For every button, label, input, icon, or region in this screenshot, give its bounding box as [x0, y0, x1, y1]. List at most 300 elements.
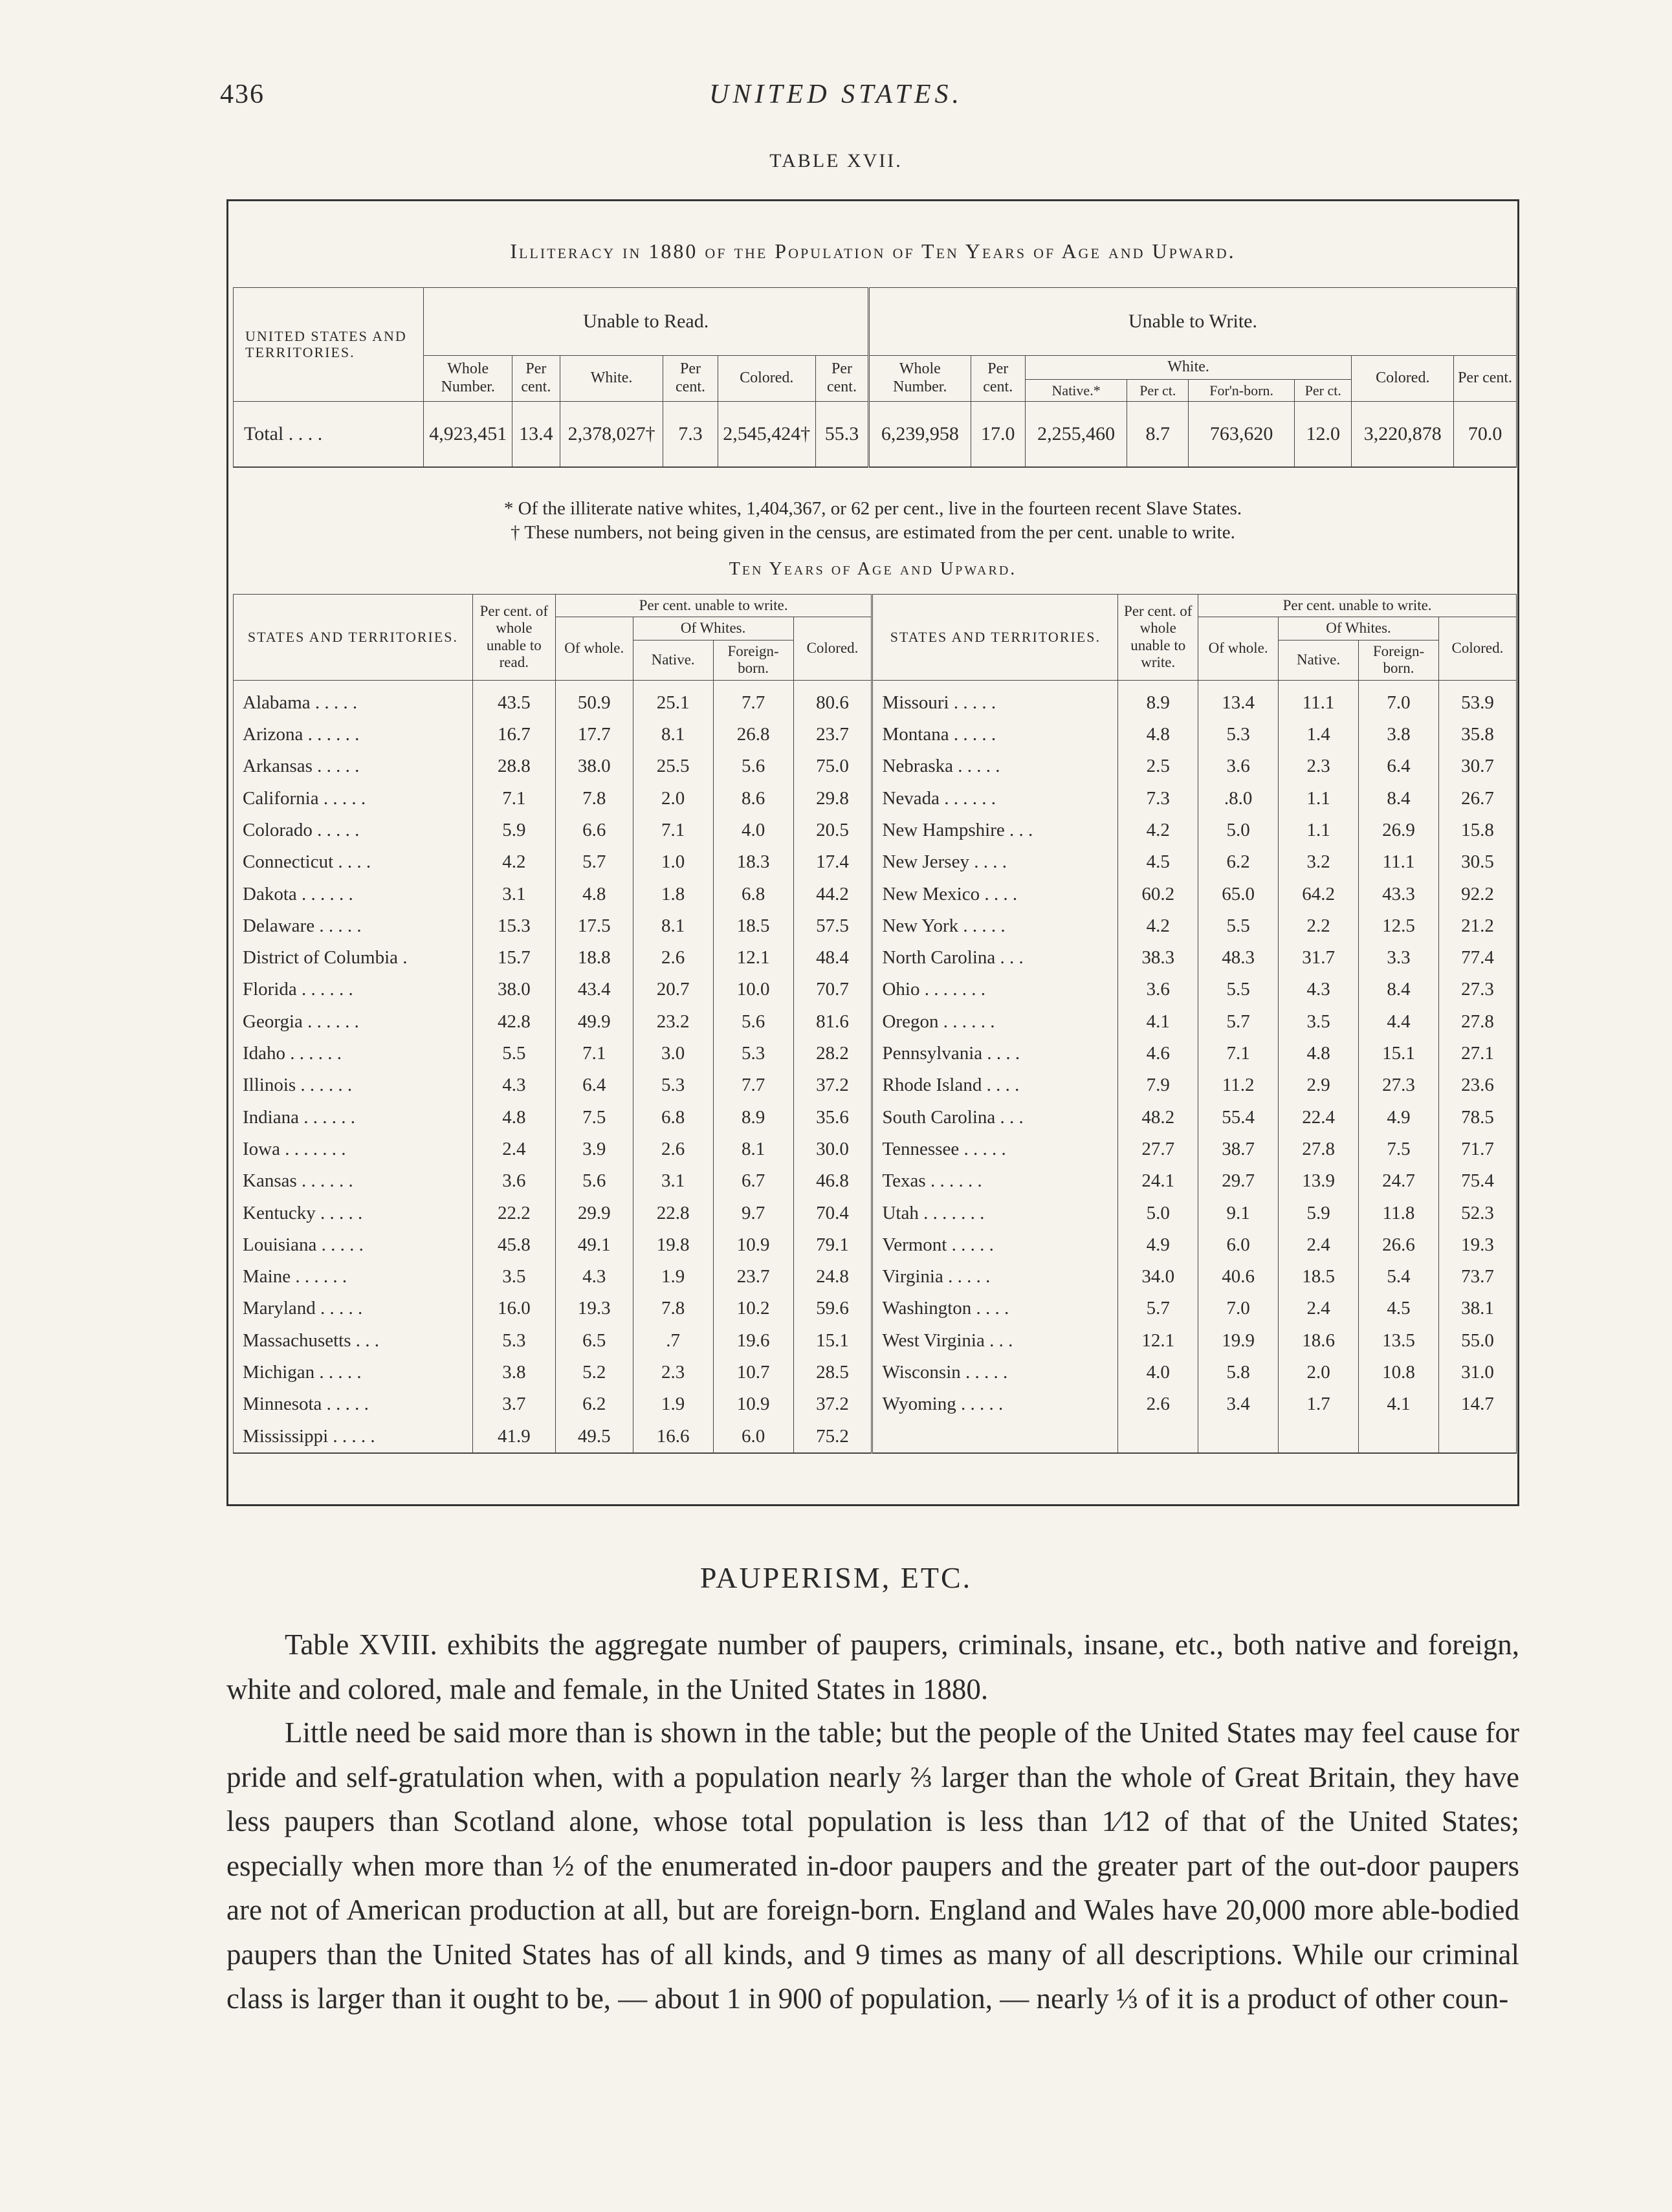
table-cell: 75.0 [793, 750, 872, 782]
table-cell: 30.0 [793, 1133, 872, 1165]
table-cell: 3.0 [633, 1038, 713, 1069]
table-cell: 2.4 [1279, 1293, 1359, 1324]
table-cell: 43.5 [472, 680, 555, 719]
table-cell: 7.1 [472, 783, 555, 815]
table-cell: 2.6 [1118, 1388, 1198, 1420]
table-cell: 5.5 [1198, 974, 1279, 1005]
table-cell: 81.6 [793, 1006, 872, 1038]
table-cell: 3.1 [633, 1165, 713, 1197]
table-cell: 2.6 [633, 942, 713, 974]
table-cell: 12.1 [713, 942, 793, 974]
paragraph: Little need be said more than is shown in the table; but the people of the United States may feel cause for pride and self-gratulation when, with a population nearly ⅔ larger than the whole of Great Britain, they have less paupers than Scotland alone, whose total population is less than 1⁄12 of that of the United States; especially when more than ½ of the enumerated in-door paupers and the greater part of the out-door paupers are not of American production at all, but are foreign-born. England and Wales have 20,000 more able-bodied paupers than the United States has of all kinds, and 9 times as many of all descriptions. While our criminal class is larger than it ought to be, — about 1 in 900 of population, — nearly ⅓ of it is a product of other coun- [226, 1716, 1519, 2015]
table-cell: 5.9 [472, 815, 555, 846]
table-cell: 78.5 [1438, 1102, 1516, 1133]
table-cell: 29.9 [555, 1198, 633, 1229]
table-cell: 4.1 [1359, 1388, 1439, 1420]
table-cell: 13.4 [1198, 680, 1279, 719]
table-cell: 3.5 [472, 1261, 555, 1293]
table-cell: 7.3 [1118, 783, 1198, 815]
table-cell: 18.5 [1279, 1261, 1359, 1293]
table-cell: 26.6 [1359, 1229, 1439, 1261]
table-row [234, 1325, 1517, 1357]
write-native-header: Native.* [1025, 379, 1127, 401]
state-name: Pennsylvania . . . . [872, 1038, 1118, 1069]
table-cell: 8.1 [633, 719, 713, 750]
total-cell: 7.3 [663, 401, 718, 467]
table-cell: 27.3 [1438, 974, 1516, 1005]
table-cell: 38.7 [1198, 1133, 1279, 1165]
table-cell: 15.1 [793, 1325, 872, 1357]
table-cell: 5.3 [472, 1325, 555, 1357]
state-name: Wisconsin . . . . . [872, 1357, 1118, 1388]
total-cell: 8.7 [1127, 401, 1189, 467]
write-foreign-born-header: For'n-born. [1189, 379, 1295, 401]
table-cell: 4.6 [1118, 1038, 1198, 1069]
table-cell: 26.7 [1438, 783, 1516, 815]
table-cell: 11.2 [1198, 1069, 1279, 1101]
table-row [234, 1102, 1517, 1133]
table-cell: .7 [633, 1325, 713, 1357]
table-cell: 3.6 [1198, 750, 1279, 782]
table-cell: 14.7 [1438, 1388, 1516, 1420]
table-row [234, 1293, 1517, 1324]
table-cell: 4.3 [1279, 974, 1359, 1005]
table-row [234, 783, 1517, 815]
table-cell: 2.4 [1279, 1229, 1359, 1261]
state-name: Connecticut . . . . [234, 846, 473, 878]
table-cell: 5.5 [472, 1038, 555, 1069]
total-cell: 2,255,460 [1025, 401, 1127, 467]
table-cell: 15.1 [1359, 1038, 1439, 1069]
table-cell: 1.1 [1279, 815, 1359, 846]
table-row [234, 1421, 1517, 1453]
state-name: Texas . . . . . . [872, 1165, 1118, 1197]
native-header-left: Native. [633, 640, 713, 680]
table-cell: 10.0 [713, 974, 793, 1005]
table-cell: 2.6 [633, 1133, 713, 1165]
table-cell: .8.0 [1198, 783, 1279, 815]
table-cell: 25.5 [633, 750, 713, 782]
table-cell: 8.4 [1359, 974, 1439, 1005]
total-cell: 3,220,878 [1352, 401, 1454, 467]
state-name: Kansas . . . . . . [234, 1165, 473, 1197]
colored-header-left: Colored. [793, 617, 872, 680]
state-name: Washington . . . . [872, 1293, 1118, 1324]
of-whole-header-right: Of whole. [1198, 617, 1279, 680]
foreign-born-header-right: Foreign-born. [1359, 640, 1439, 680]
table-cell: 15.7 [472, 942, 555, 974]
table-cell [1438, 1421, 1516, 1453]
table-cell: 2.3 [633, 1357, 713, 1388]
table-cell: 4.2 [1118, 815, 1198, 846]
state-name: New Jersey . . . . [872, 846, 1118, 878]
table-cell [1279, 1421, 1359, 1453]
state-name: Oregon . . . . . . [872, 1006, 1118, 1038]
table-cell: 44.2 [793, 879, 872, 910]
unable-to-write-header: Unable to Write. [868, 288, 1516, 356]
state-name: District of Columbia . [234, 942, 473, 974]
table-cell: 48.3 [1198, 942, 1279, 974]
table-cell: 13.5 [1359, 1325, 1439, 1357]
table-cell: 38.0 [555, 750, 633, 782]
state-name: Virginia . . . . . [872, 1261, 1118, 1293]
table-cell: 4.9 [1118, 1229, 1198, 1261]
table-cell: 31.0 [1438, 1357, 1516, 1388]
table-cell: 6.8 [633, 1102, 713, 1133]
table-cell: 8.9 [713, 1102, 793, 1133]
table-cell: 6.4 [1359, 750, 1439, 782]
table-cell: 19.3 [1438, 1229, 1516, 1261]
table-cell: 4.0 [1118, 1357, 1198, 1388]
total-label: Total . . . . [234, 401, 424, 467]
table-row [234, 846, 1517, 878]
state-name [872, 1421, 1118, 1453]
table-row [234, 1198, 1517, 1229]
table-cell: 7.7 [713, 1069, 793, 1101]
table-cell [1198, 1421, 1279, 1453]
states-table-body [234, 680, 1517, 1453]
state-name: West Virginia . . . [872, 1325, 1118, 1357]
table-row [234, 1357, 1517, 1388]
table-cell: 5.0 [1118, 1198, 1198, 1229]
table-cell: 29.7 [1198, 1165, 1279, 1197]
write-group-header-right: Per cent. unable to write. [1198, 595, 1517, 617]
table-row [234, 1388, 1517, 1420]
table-cell: 55.4 [1198, 1102, 1279, 1133]
table-cell: 23.7 [713, 1261, 793, 1293]
table-cell: 52.3 [1438, 1198, 1516, 1229]
write-colored-header: Colored. [1352, 356, 1454, 402]
table-cell: 5.6 [555, 1165, 633, 1197]
table-cell: 10.9 [713, 1229, 793, 1261]
table-row [234, 879, 1517, 910]
table-cell: 6.0 [1198, 1229, 1279, 1261]
state-name: Minnesota . . . . . [234, 1388, 473, 1420]
table-cell [1118, 1421, 1198, 1453]
table-cell: 2.3 [1279, 750, 1359, 782]
table-cell: 5.0 [1198, 815, 1279, 846]
table-cell: 11.8 [1359, 1198, 1439, 1229]
state-name: Nevada . . . . . . [872, 783, 1118, 815]
table-cell: 24.8 [793, 1261, 872, 1293]
state-name: Massachusetts . . . [234, 1325, 473, 1357]
total-cell: 6,239,958 [868, 401, 971, 467]
state-name: Maine . . . . . . [234, 1261, 473, 1293]
table-cell: 22.4 [1279, 1102, 1359, 1133]
table-cell: 18.6 [1279, 1325, 1359, 1357]
table-cell: 10.8 [1359, 1357, 1439, 1388]
table-cell: 6.5 [555, 1325, 633, 1357]
table-cell: 37.2 [793, 1388, 872, 1420]
table-cell: 49.9 [555, 1006, 633, 1038]
read-colored-header: Colored. [718, 356, 815, 402]
table-cell: 27.1 [1438, 1038, 1516, 1069]
table-cell: 17.4 [793, 846, 872, 878]
total-cell: 17.0 [971, 401, 1025, 467]
table-cell: 38.1 [1438, 1293, 1516, 1324]
state-name: Idaho . . . . . . [234, 1038, 473, 1069]
table-cell: 79.1 [793, 1229, 872, 1261]
table-cell: 10.2 [713, 1293, 793, 1324]
table-cell: 28.8 [472, 750, 555, 782]
state-name: Nebraska . . . . . [872, 750, 1118, 782]
table-cell: 34.0 [1118, 1261, 1198, 1293]
state-name: South Carolina . . . [872, 1102, 1118, 1133]
table-cell: 10.7 [713, 1357, 793, 1388]
write-colored-per-cent-header: Per cent. [1454, 356, 1517, 402]
table-cell: 23.6 [1438, 1069, 1516, 1101]
table-cell: 5.2 [555, 1357, 633, 1388]
state-name: Rhode Island . . . . [872, 1069, 1118, 1101]
table-cell: 8.6 [713, 783, 793, 815]
table-cell: 31.7 [1279, 942, 1359, 974]
table-cell: 19.9 [1198, 1325, 1279, 1357]
table-cell: 23.2 [633, 1006, 713, 1038]
write-pct-header: Per cent. of whole unable to write. [1118, 595, 1198, 681]
write-native-per-ct-header: Per ct. [1127, 379, 1189, 401]
table-cell: 3.3 [1359, 942, 1439, 974]
table-cell: 70.4 [793, 1198, 872, 1229]
of-whites-header-left: Of Whites. [633, 617, 793, 640]
table-cell: 4.5 [1359, 1293, 1439, 1324]
state-name: Michigan . . . . . [234, 1357, 473, 1388]
read-white-per-cent-header: Per cent. [663, 356, 718, 402]
table-cell: 4.8 [1118, 719, 1198, 750]
table-cell: 27.8 [1279, 1133, 1359, 1165]
table-cell: 19.8 [633, 1229, 713, 1261]
state-name: Mississippi . . . . . [234, 1421, 473, 1453]
read-white-header: White. [560, 356, 663, 402]
state-name: Louisiana . . . . . [234, 1229, 473, 1261]
table-cell: 5.4 [1359, 1261, 1439, 1293]
table-cell: 4.1 [1118, 1006, 1198, 1038]
table-row [234, 1038, 1517, 1069]
table-cell: 57.5 [793, 910, 872, 942]
unable-to-read-header: Unable to Read. [424, 288, 869, 356]
table-cell: 11.1 [1359, 846, 1439, 878]
table-cell: 8.1 [633, 910, 713, 942]
running-title: UNITED STATES. [709, 80, 963, 109]
of-whites-header-right: Of Whites. [1279, 617, 1439, 640]
table-cell: 7.5 [555, 1102, 633, 1133]
table-cell: 49.1 [555, 1229, 633, 1261]
table-cell: 19.3 [555, 1293, 633, 1324]
total-cell: 55.3 [815, 401, 868, 467]
table-cell: 45.8 [472, 1229, 555, 1261]
table-cell: 3.9 [555, 1133, 633, 1165]
table-cell: 12.1 [1118, 1325, 1198, 1357]
table-cell: 75.2 [793, 1421, 872, 1453]
state-name: Utah . . . . . . . [872, 1198, 1118, 1229]
table-cell: 3.4 [1198, 1388, 1279, 1420]
table-cell: 28.2 [793, 1038, 872, 1069]
total-cell: 763,620 [1189, 401, 1295, 467]
table-cell: 13.9 [1279, 1165, 1359, 1197]
table-cell: 17.5 [555, 910, 633, 942]
table-cell: 23.7 [793, 719, 872, 750]
table-cell: 1.9 [633, 1261, 713, 1293]
table-cell: 21.2 [1438, 910, 1516, 942]
table-cell: 5.9 [1279, 1198, 1359, 1229]
table-cell: 4.4 [1359, 1006, 1439, 1038]
state-name: North Carolina . . . [872, 942, 1118, 974]
table-cell: 7.1 [1198, 1038, 1279, 1069]
state-name: Indiana . . . . . . [234, 1102, 473, 1133]
table-cell: 7.0 [1359, 680, 1439, 719]
table-row [234, 1261, 1517, 1293]
table-cell: 5.3 [713, 1038, 793, 1069]
table-cell: 3.5 [1279, 1006, 1359, 1038]
native-header-right: Native. [1279, 640, 1359, 680]
table-cell: 20.5 [793, 815, 872, 846]
state-name: Kentucky . . . . . [234, 1198, 473, 1229]
table-cell: 15.8 [1438, 815, 1516, 846]
table-cell: 48.4 [793, 942, 872, 974]
state-name: New Hampshire . . . [872, 815, 1118, 846]
page-number: 436 [220, 80, 265, 109]
table-cell: 4.8 [555, 879, 633, 910]
table-cell: 48.2 [1118, 1102, 1198, 1133]
table-cell: 35.8 [1438, 719, 1516, 750]
table-row [234, 942, 1517, 974]
table-cell: 15.3 [472, 910, 555, 942]
table-cell: 7.5 [1359, 1133, 1439, 1165]
total-cell: 13.4 [512, 401, 560, 467]
table-cell: 42.8 [472, 1006, 555, 1038]
table-cell: 4.9 [1359, 1102, 1439, 1133]
table-cell: 4.2 [472, 846, 555, 878]
state-name: Dakota . . . . . . [234, 879, 473, 910]
footnote-asterisk: * Of the illiterate native whites, 1,404,367, or 62 per cent., live in the fourteen recent Slave States. [503, 498, 1242, 519]
table-cell: 65.0 [1198, 879, 1279, 910]
table-cell: 26.9 [1359, 815, 1439, 846]
colored-header-right: Colored. [1438, 617, 1516, 680]
table-row [234, 719, 1517, 750]
table-row [234, 1069, 1517, 1101]
states-header-right: STATES AND TERRITORIES. [872, 595, 1118, 681]
table-cell: 2.5 [1118, 750, 1198, 782]
table-cell: 2.2 [1279, 910, 1359, 942]
write-white-header: White. [1025, 356, 1352, 380]
table-cell: 70.7 [793, 974, 872, 1005]
total-row [234, 401, 1517, 467]
table-cell: 6.2 [1198, 846, 1279, 878]
table-cell: 11.1 [1279, 680, 1359, 719]
table-cell: 7.8 [633, 1293, 713, 1324]
table-label: TABLE XVII. [769, 150, 903, 171]
table-cell: 73.7 [1438, 1261, 1516, 1293]
table-cell: 24.7 [1359, 1165, 1439, 1197]
states-table-subtitle: Ten Years of Age and Upward. [729, 559, 1017, 579]
state-name: Arizona . . . . . . [234, 719, 473, 750]
table-cell: 53.9 [1438, 680, 1516, 719]
total-cell: 12.0 [1295, 401, 1352, 467]
table-cell: 3.8 [472, 1357, 555, 1388]
read-pct-header: Per cent. of whole unable to read. [472, 595, 555, 681]
summary-row-header: UNITED STATES AND TERRITORIES. [234, 288, 424, 402]
table-cell: 30.7 [1438, 750, 1516, 782]
state-name: New York . . . . . [872, 910, 1118, 942]
table-row [234, 1006, 1517, 1038]
table-row [234, 815, 1517, 846]
table-cell: 80.6 [793, 680, 872, 719]
table-cell: 5.8 [1198, 1357, 1279, 1388]
state-name: Illinois . . . . . . [234, 1069, 473, 1101]
table-row [234, 1229, 1517, 1261]
table-cell: 25.1 [633, 680, 713, 719]
state-name: Ohio . . . . . . . [872, 974, 1118, 1005]
table-cell: 6.0 [713, 1421, 793, 1453]
state-name: Arkansas . . . . . [234, 750, 473, 782]
table-cell: 3.7 [472, 1388, 555, 1420]
table-cell: 16.7 [472, 719, 555, 750]
table-cell: 27.7 [1118, 1133, 1198, 1165]
table-cell: 5.7 [1118, 1293, 1198, 1324]
total-cell: 70.0 [1454, 401, 1517, 467]
table-cell: 5.3 [1198, 719, 1279, 750]
table-cell: 5.6 [713, 750, 793, 782]
write-whole-number-header: Whole Number. [868, 356, 971, 402]
state-name: Delaware . . . . . [234, 910, 473, 942]
table-row [234, 1165, 1517, 1197]
table-cell: 5.7 [555, 846, 633, 878]
table-cell: 17.7 [555, 719, 633, 750]
table-cell: 7.8 [555, 783, 633, 815]
paragraph: Table XVIII. exhibits the aggregate number of paupers, criminals, insane, etc., both native and foreign, white and colored, male and female, in the United States in 1880. [226, 1628, 1519, 1705]
table-row [234, 974, 1517, 1005]
section-heading: PAUPERISM, ETC. [699, 1561, 973, 1594]
table-cell: 43.4 [555, 974, 633, 1005]
read-whole-number-header: Whole Number. [424, 356, 512, 402]
table-cell: 6.4 [555, 1069, 633, 1101]
table-cell: 2.4 [472, 1133, 555, 1165]
table-cell: 20.7 [633, 974, 713, 1005]
table-cell: 4.3 [555, 1261, 633, 1293]
table-cell: 4.5 [1118, 846, 1198, 878]
states-table [233, 594, 1517, 1454]
table-cell: 1.7 [1279, 1388, 1359, 1420]
state-name: Florida . . . . . . [234, 974, 473, 1005]
table-cell: 64.2 [1279, 879, 1359, 910]
table-cell: 16.6 [633, 1421, 713, 1453]
table-cell: 7.9 [1118, 1069, 1198, 1101]
read-per-cent-header: Per cent. [512, 356, 560, 402]
table-cell: 41.9 [472, 1421, 555, 1453]
read-colored-per-cent-header: Per cent. [815, 356, 868, 402]
table-cell: 5.7 [1198, 1006, 1279, 1038]
state-name: California . . . . . [234, 783, 473, 815]
table-cell: 3.6 [472, 1165, 555, 1197]
table-cell: 30.5 [1438, 846, 1516, 878]
summary-table [233, 287, 1517, 468]
foreign-born-header-left: Foreign-born. [713, 640, 793, 680]
table-cell: 5.6 [713, 1006, 793, 1038]
table-cell: 49.5 [555, 1421, 633, 1453]
state-name: Vermont . . . . . [872, 1229, 1118, 1261]
table-cell: 7.7 [713, 680, 793, 719]
table-cell: 4.2 [1118, 910, 1198, 942]
table-cell: 4.3 [472, 1069, 555, 1101]
write-group-header-left: Per cent. unable to write. [555, 595, 872, 617]
table-cell: 18.8 [555, 942, 633, 974]
table-cell: 71.7 [1438, 1133, 1516, 1165]
table-row [234, 680, 1517, 719]
table-cell: 6.7 [713, 1165, 793, 1197]
table-row [234, 910, 1517, 942]
of-whole-header-left: Of whole. [555, 617, 633, 680]
total-cell: 2,378,027† [560, 401, 663, 467]
table-cell: 7.1 [633, 815, 713, 846]
